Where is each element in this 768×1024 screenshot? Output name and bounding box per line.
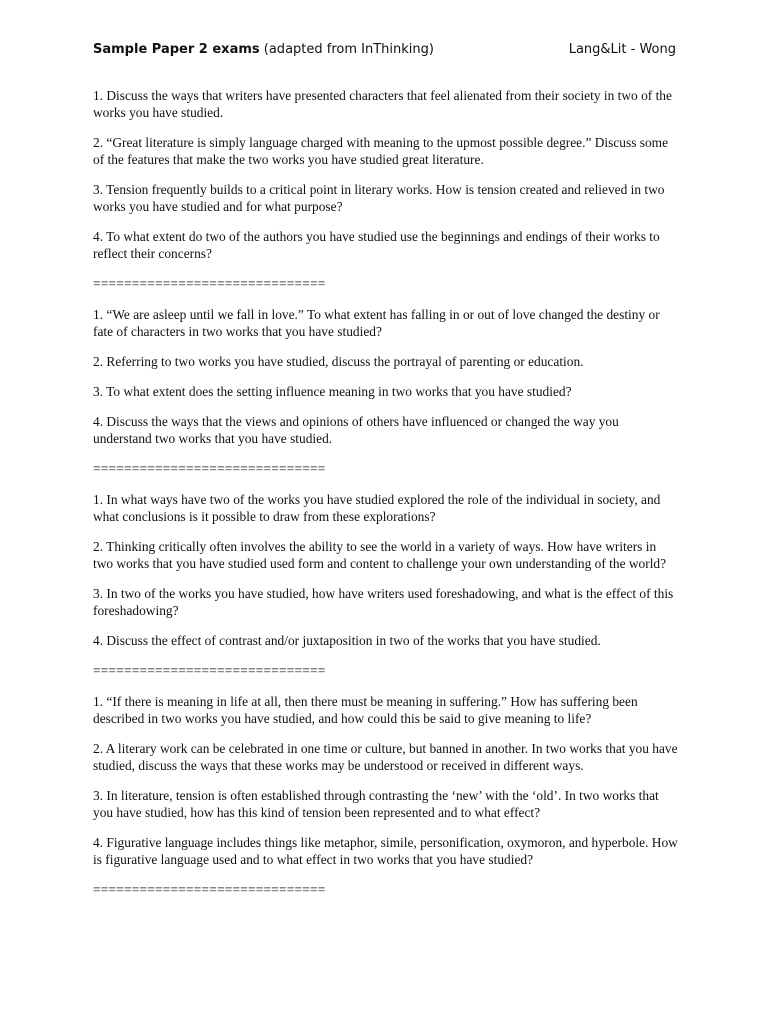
question-item: 3. To what extent does the setting influence meaning in two works that you have studied? [93, 384, 572, 399]
question-item: 3. In literature, tension is often established through contrasting the ‘new’ with the ‘old’. In two works that you have studied, how has this kind of tension been represented and to what effect? [93, 788, 659, 820]
question-item: 3. Tension frequently builds to a critical point in literary works. How is tension created and relieved in two works you have studied and for what purpose? [93, 182, 665, 214]
section-separator: ============================== [93, 461, 326, 476]
question-item: 1. In what ways have two of the works you have studied explored the role of the individual in society, and what conclusions is it possible to draw from these explorations? [93, 492, 661, 524]
question-item: 4. To what extent do two of the authors you have studied use the beginnings and endings of their works to reflect their concerns? [93, 229, 660, 261]
question-item: 3. In two of the works you have studied, how have writers used foreshadowing, and what is the effect of this foreshadowing? [93, 586, 674, 618]
question-item: 4. Discuss the effect of contrast and/or juxtaposition in two of the works that you have studied. [93, 633, 601, 648]
question-item: 1. “If there is meaning in life at all, then there must be meaning in suffering.” How has suffering been described in two works you have studied, and how could this be said to give meaning to life? [93, 694, 638, 726]
header-title: Sample Paper 2 exams [93, 42, 260, 57]
header-author: Lang&Lit - Wong [568, 42, 676, 57]
question-item: 2. Thinking critically often involves the ability to see the world in a variety of ways. How have writers in two works that you have studied used form and content to challenge your own understanding of the world? [93, 539, 667, 571]
question-item: 1. Discuss the ways that writers have presented characters that feel alienated from their society in two of the works you have studied. [93, 88, 672, 120]
question-item: 2. A literary work can be celebrated in one time or culture, but banned in another. In two works that you have studied, discuss the ways that these works may be understood or received in different ways. [93, 741, 678, 773]
question-item: 2. “Great literature is simply language charged with meaning to the upmost possible degree.” Discuss some of the features that make the two works you have studied great literature. [93, 135, 669, 167]
page-header [93, 42, 676, 62]
question-section [93, 491, 679, 679]
question-list [93, 87, 679, 912]
question-item: 4. Figurative language includes things like metaphor, simile, personification, oxymoron, and hyperbole. How is figurative language used and to what effect in two works that you have studied? [93, 835, 678, 867]
header-subtitle: (adapted from InThinking) [259, 42, 434, 57]
question-section [93, 693, 679, 898]
question-item: 2. Referring to two works you have studied, discuss the portrayal of parenting or education. [93, 354, 584, 369]
section-separator: ============================== [93, 663, 326, 678]
section-separator: ============================== [93, 276, 326, 291]
question-item: 1. “We are asleep until we fall in love.” To what extent has falling in or out of love changed the destiny or fate of characters in two works that you have studied? [93, 307, 660, 339]
question-section [93, 87, 679, 292]
question-section [93, 306, 679, 477]
question-item: 4. Discuss the ways that the views and opinions of others have influenced or changed the way you understand two works that you have studied. [93, 414, 619, 446]
section-separator: ============================== [93, 882, 326, 897]
